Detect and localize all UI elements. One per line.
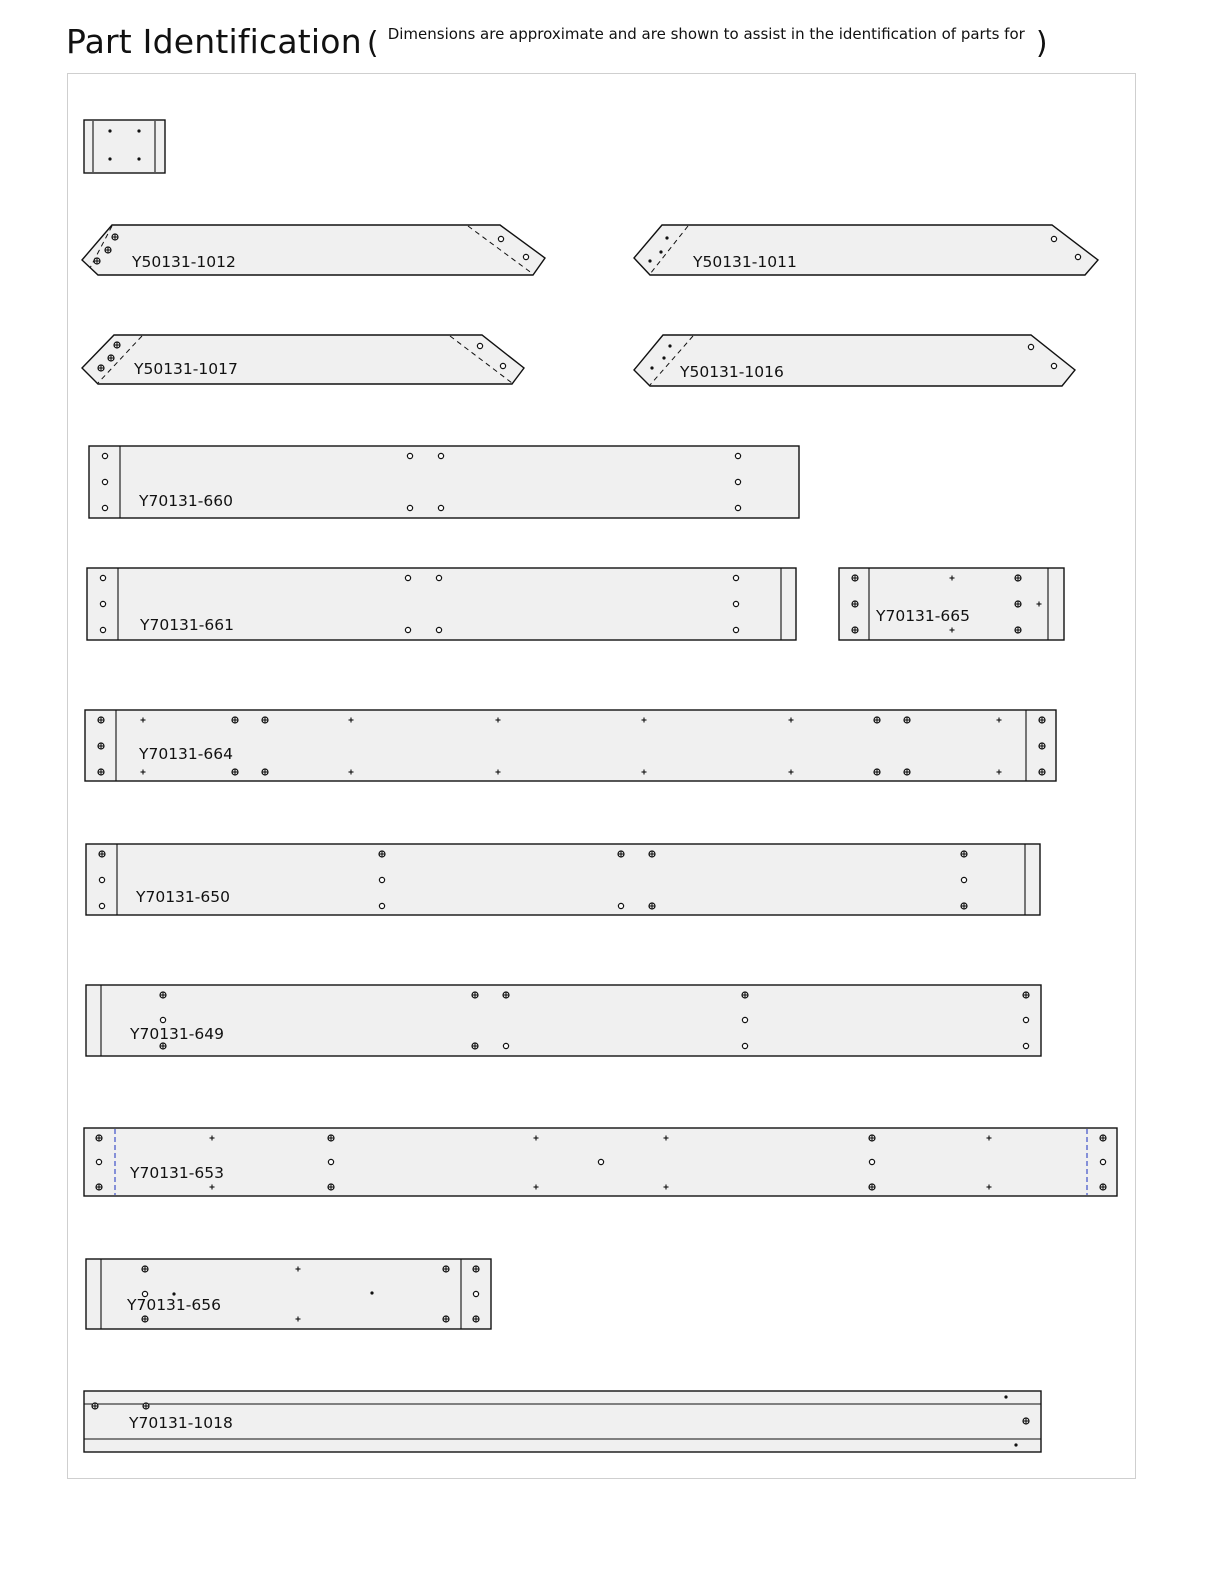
rivet-marker (1015, 601, 1022, 608)
rivet-marker (1015, 627, 1022, 634)
hole-dot (659, 250, 662, 253)
rivet-marker (472, 992, 479, 999)
rivet-marker (379, 851, 386, 858)
rivet-marker (1100, 1135, 1107, 1142)
part-p649 (86, 985, 1041, 1056)
rivet-marker (160, 1043, 167, 1050)
hole-dot (1014, 1443, 1017, 1446)
rivet-marker (160, 992, 167, 999)
part-number-label: Y70131-649 (130, 1025, 224, 1043)
hole (735, 453, 740, 458)
hole (438, 453, 443, 458)
hole (742, 1043, 747, 1048)
hole (477, 343, 482, 348)
hole (379, 903, 384, 908)
rivet-marker (473, 1266, 480, 1273)
page-title: Part Identification (66, 22, 362, 61)
rivet-marker (1039, 717, 1046, 724)
hole (735, 505, 740, 510)
rivet-marker (94, 258, 101, 265)
rivet-marker (869, 1184, 876, 1191)
part-p664 (85, 710, 1056, 781)
rivet-marker (1023, 992, 1030, 999)
rivet-marker (99, 851, 106, 858)
hole (1023, 1017, 1028, 1022)
part-outline (84, 120, 165, 173)
rivet-marker (112, 234, 119, 241)
rivet-marker (904, 769, 911, 776)
rivet-marker (852, 627, 859, 634)
hole (407, 453, 412, 458)
hole (735, 479, 740, 484)
rivet-marker (649, 903, 656, 910)
hole-dot (370, 1291, 373, 1294)
hole (1023, 1043, 1028, 1048)
hole (100, 601, 105, 606)
hole (405, 627, 410, 632)
rivet-marker (98, 365, 105, 372)
part-p653 (84, 1128, 1117, 1196)
rivet-marker (98, 743, 105, 750)
rivet-marker (114, 342, 121, 349)
close-paren: ) (1035, 26, 1048, 61)
rivet-marker (443, 1316, 450, 1323)
rivet-marker (1039, 769, 1046, 776)
hole (869, 1159, 874, 1164)
hole (102, 479, 107, 484)
hole (436, 575, 441, 580)
rivet-marker (742, 992, 749, 999)
part-number-label: Y70131-653 (130, 1164, 224, 1182)
hole (1075, 254, 1080, 259)
hole (733, 601, 738, 606)
hole-dot (648, 259, 651, 262)
dimensions-note: Dimensions are approximate and are shown to assist in the identification of parts for (387, 25, 1025, 43)
hole (598, 1159, 603, 1164)
part-p1018 (84, 1391, 1041, 1452)
part-p1012 (82, 225, 545, 275)
part-number-label: Y70131-660 (139, 492, 233, 510)
rivet-marker (852, 575, 859, 582)
part-number-label: Y70131-661 (140, 616, 234, 634)
rivet-marker (618, 851, 625, 858)
hole (100, 575, 105, 580)
rivet-marker (904, 717, 911, 724)
hole (733, 627, 738, 632)
rivet-marker (98, 717, 105, 724)
rivet-marker (1015, 575, 1022, 582)
hole-dot (108, 129, 111, 132)
part-outline (86, 985, 1041, 1056)
hole (733, 575, 738, 580)
part-p665 (839, 568, 1064, 640)
rivet-marker (1023, 1418, 1030, 1425)
hole (102, 505, 107, 510)
hole (500, 363, 505, 368)
hole (523, 254, 528, 259)
rivet-marker (105, 247, 112, 254)
part-number-label: Y50131-1012 (132, 253, 236, 271)
hole (102, 453, 107, 458)
hole-dot (650, 366, 653, 369)
hole (1051, 236, 1056, 241)
rivet-marker (1039, 743, 1046, 750)
hole-dot (137, 129, 140, 132)
rivet-marker (232, 769, 239, 776)
part-bracket (84, 120, 165, 173)
rivet-marker (874, 769, 881, 776)
hole (96, 1159, 101, 1164)
part-number-label: Y50131-1017 (134, 360, 238, 378)
hole (379, 877, 384, 882)
hole (498, 236, 503, 241)
hole (160, 1017, 165, 1022)
rivet-marker (98, 769, 105, 776)
rivet-marker (472, 1043, 479, 1050)
hole (961, 877, 966, 882)
hole (618, 903, 623, 908)
part-number-label: Y70131-665 (876, 607, 970, 625)
rivet-marker (96, 1135, 103, 1142)
part-number-label: Y70131-656 (127, 1296, 221, 1314)
rivet-marker (1100, 1184, 1107, 1191)
part-p650 (86, 844, 1040, 915)
rivet-marker (443, 1266, 450, 1273)
hole-dot (1004, 1395, 1007, 1398)
rivet-marker (262, 769, 269, 776)
rivet-marker (869, 1135, 876, 1142)
rivet-marker (328, 1184, 335, 1191)
part-p1011 (634, 225, 1098, 275)
rivet-marker (142, 1316, 149, 1323)
part-number-label: Y70131-650 (136, 888, 230, 906)
hole-dot (662, 356, 665, 359)
open-paren: ( (366, 26, 379, 61)
rivet-marker (328, 1135, 335, 1142)
hole-dot (137, 157, 140, 160)
hole (99, 903, 104, 908)
hole (328, 1159, 333, 1164)
rivet-marker (961, 851, 968, 858)
rivet-marker (852, 601, 859, 608)
hole-dot (665, 236, 668, 239)
rivet-marker (649, 851, 656, 858)
part-p656 (86, 1259, 491, 1329)
hole (1051, 363, 1056, 368)
hole (99, 877, 104, 882)
part-p660 (89, 446, 799, 518)
hole (407, 505, 412, 510)
part-number-label: Y50131-1016 (680, 363, 784, 381)
hole (438, 505, 443, 510)
hole (503, 1043, 508, 1048)
part-p1017 (82, 335, 524, 384)
part-p1016 (634, 335, 1075, 386)
part-number-label: Y70131-1018 (129, 1414, 233, 1432)
hole (100, 627, 105, 632)
hole-dot (668, 344, 671, 347)
rivet-marker (143, 1403, 150, 1410)
hole (1100, 1159, 1105, 1164)
hole (1028, 344, 1033, 349)
hole (473, 1291, 478, 1296)
hole (742, 1017, 747, 1022)
part-number-label: Y50131-1011 (693, 253, 797, 271)
rivet-marker (92, 1403, 99, 1410)
rivet-marker (262, 717, 269, 724)
part-p661 (87, 568, 796, 640)
rivet-marker (473, 1316, 480, 1323)
part-number-label: Y70131-664 (139, 745, 233, 763)
rivet-marker (503, 992, 510, 999)
hole (405, 575, 410, 580)
rivet-marker (874, 717, 881, 724)
hole-dot (108, 157, 111, 160)
rivet-marker (232, 717, 239, 724)
rivet-marker (961, 903, 968, 910)
rivet-marker (108, 355, 115, 362)
rivet-marker (96, 1184, 103, 1191)
hole (436, 627, 441, 632)
rivet-marker (142, 1266, 149, 1273)
